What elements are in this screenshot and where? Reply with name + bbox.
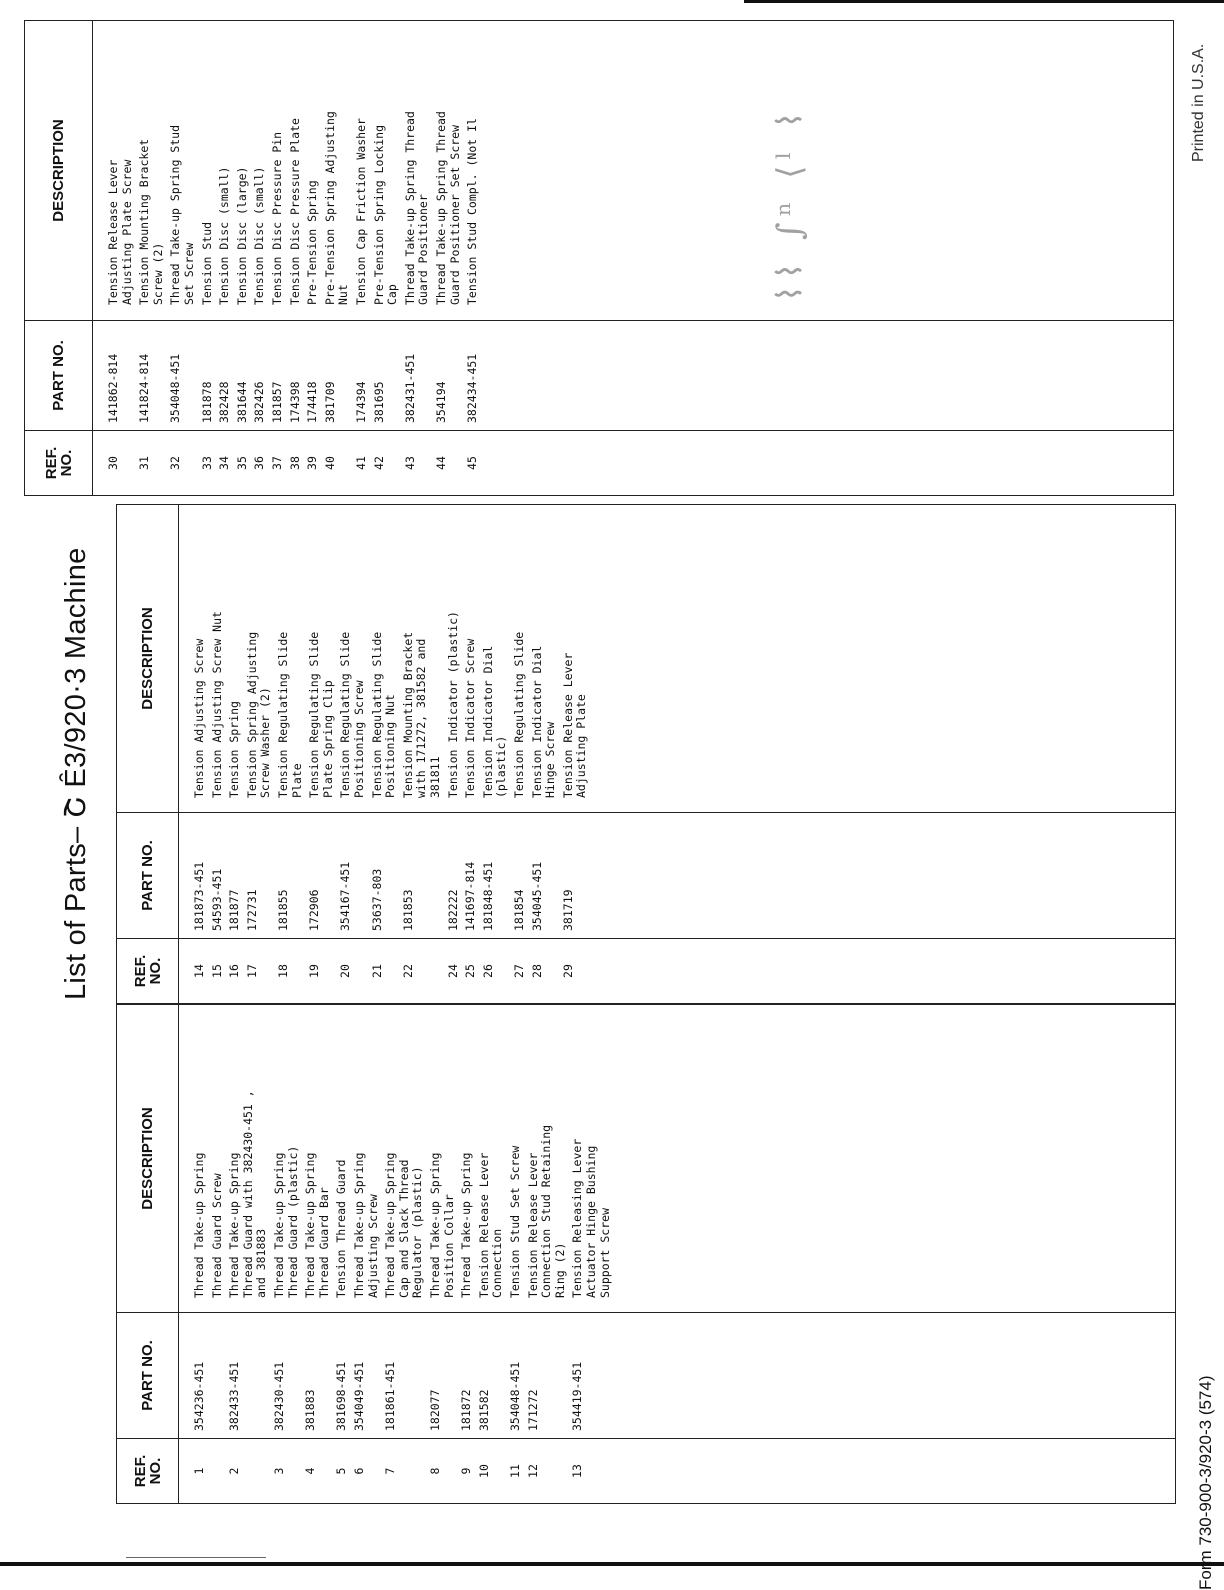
ref-no-cell: 25: [463, 964, 478, 978]
description-cell: Thread Take-up Spring Thread: [402, 111, 417, 305]
part-no-cell: 354236-451: [192, 1361, 206, 1431]
ref-no-header: [117, 1438, 179, 1503]
description-cell: Connection Stud Retaining: [539, 1124, 554, 1298]
ref-no-cell: 28: [529, 964, 544, 978]
ref-no-cell: 34: [217, 456, 232, 470]
description-cell: Tension Cap Friction Washer: [354, 118, 368, 305]
description-cell: Positioning Screw: [351, 680, 366, 798]
ref-no-cell: 20: [338, 964, 353, 978]
description-cell: Adjusting Plate Screw: [119, 159, 134, 305]
description-cell: Tension Indicator Screw: [463, 638, 478, 798]
part-no-cell: 354194: [434, 381, 448, 423]
part-no-cell: 381582: [476, 1389, 491, 1431]
part-no-cell: 382426: [252, 381, 267, 423]
part-no-cell: 181854: [512, 889, 526, 931]
description-cell: Tension Spring: [227, 701, 242, 798]
part-no-cell: 181872: [459, 1389, 474, 1431]
ref-no-cell: 16: [227, 964, 242, 978]
description-cell: Cap and Slack Thread: [396, 1159, 411, 1298]
description-cell: Thread Take-up Spring: [352, 1152, 366, 1298]
ref-no-cell: 8: [428, 1467, 442, 1475]
description-cell: Regulator (plastic): [410, 1166, 425, 1298]
description-cell: (plastic): [494, 735, 509, 798]
description-cell: Tension Disc Pressure Plate: [287, 118, 302, 305]
description-cell: Positioning Nut: [383, 694, 398, 798]
part-no-cell: 381698-451: [334, 1361, 349, 1431]
ref-no-cell: 2: [227, 1467, 242, 1475]
header-label: DESCRIPTION: [50, 119, 67, 222]
ref-no-cell: 4: [303, 1467, 318, 1475]
part-no-cell: 181848-451: [480, 861, 495, 931]
part-no-cell: 141824-814: [137, 353, 152, 423]
part-no-cell: 382431-451: [402, 353, 417, 423]
ref-no-cell: 21: [369, 964, 384, 978]
ref-no-cell: 35: [234, 456, 249, 470]
header-label: PART NO.: [139, 1340, 156, 1411]
header-label: DESCRIPTION: [139, 1107, 156, 1210]
description-cell: Cap: [385, 284, 400, 305]
description-cell: Tension Release Lever: [106, 159, 120, 305]
ref-no-cell: 26: [480, 964, 495, 978]
description-cell: Thread Take-up Spring: [192, 1152, 206, 1298]
description-cell: Support Screw: [597, 1207, 612, 1298]
description-cell: Thread Guard (plastic): [285, 1145, 300, 1298]
part-no-cell: 354167-451: [338, 861, 353, 931]
part-no-cell: 181877: [227, 889, 242, 931]
ref-no-cell: 44: [434, 456, 448, 470]
description-cell: Guard Positioner Set Screw: [447, 124, 462, 305]
part-no-header: [117, 812, 179, 938]
description-cell: Pre-Tension Spring Locking: [371, 124, 386, 305]
part-no-cell: 354048-451: [508, 1361, 522, 1431]
description-cell: Tension Release Lever: [525, 1152, 540, 1298]
part-no-header: [25, 320, 93, 430]
part-no-cell: 182077: [428, 1389, 442, 1431]
part-no-cell: 354045-451: [529, 861, 544, 931]
ref-no-cell: 18: [276, 964, 290, 978]
ref-no-cell: 6: [352, 1467, 366, 1475]
ref-no-cell: 32: [168, 456, 183, 470]
ref-no-header: [117, 938, 179, 1003]
ref-no-cell: 31: [137, 456, 152, 470]
description-cell: Actuator Hinge Bushing: [583, 1145, 598, 1298]
description-cell: Ring (2): [552, 1242, 567, 1298]
description-header: [117, 505, 179, 812]
part-no-cell: 181853: [400, 889, 415, 931]
description-header: [25, 21, 93, 320]
ref-no-cell: 24: [445, 964, 460, 978]
description-cell: Tension Spring Adjusting: [244, 631, 259, 798]
part-no-cell: 181878: [199, 381, 214, 423]
ref-no-cell: 42: [371, 456, 386, 470]
ref-no-cell: 38: [287, 456, 302, 470]
part-no-cell: 181855: [276, 889, 290, 931]
part-no-cell: 381644: [234, 381, 249, 423]
ref-no-cell: 9: [459, 1467, 474, 1475]
description-cell: Tension Releasing Lever: [570, 1138, 585, 1298]
part-no-cell: 382428: [217, 381, 232, 423]
part-no-cell: 381709: [322, 381, 337, 423]
parts-table-2: [116, 504, 1176, 1004]
description-cell: Thread Guard Bar: [316, 1187, 331, 1298]
description-cell: Adjusting Plate: [574, 694, 589, 798]
description-cell: Tension Disc (large): [234, 166, 249, 305]
ref-no-cell: 27: [512, 964, 526, 978]
description-cell: Tension Stud Set Screw: [508, 1145, 522, 1298]
ref-no-cell: 12: [525, 1464, 540, 1478]
parts-table-3: [24, 20, 1174, 496]
description-cell: Tension Disc Pressure Pin: [270, 131, 284, 305]
header-label: REF. NO.: [131, 1454, 164, 1488]
ref-no-cell: 11: [508, 1464, 522, 1478]
description-cell: Tension Stud Compl. (Not Il: [465, 118, 480, 305]
description-cell: Tension Indicator (plastic): [445, 611, 460, 798]
printed-in-usa: Printed in U.S.A.: [1190, 43, 1207, 162]
description-cell: Thread Take-up Spring: [303, 1152, 318, 1298]
form-number: Form 730-900-3/920-3 (574): [1196, 1375, 1215, 1590]
description-cell: Screw (2): [150, 242, 165, 305]
part-no-cell: 354419-451: [570, 1361, 585, 1431]
part-no-cell: 381719: [560, 889, 575, 931]
part-no-cell: 172731: [244, 889, 259, 931]
description-cell: Tension Stud: [199, 221, 214, 305]
description-cell: Tension Regulating Slide: [338, 631, 353, 798]
part-no-cell: 181861-451: [383, 1361, 398, 1431]
handwritten-note: ⌇⌇ ∫ⁿ ⟨ˡ ⌇: [770, 105, 810, 302]
description-cell: Thread Take-up Spring: [459, 1152, 474, 1298]
description-header: [117, 1005, 179, 1312]
description-cell: Adjusting Screw: [365, 1194, 380, 1298]
description-cell: Thread Take-up Spring: [272, 1152, 286, 1298]
page-title: List of Parts– Շ Ȇ3/920·3 Machine: [60, 547, 92, 1000]
ref-column: [179, 1438, 1175, 1503]
description-cell: Tension Release Lever: [560, 652, 575, 798]
description-cell: Thread Take-up Spring: [227, 1152, 242, 1298]
part-no-cell: 354048-451: [168, 353, 183, 423]
part-no-cell: 382430-451: [272, 1361, 286, 1431]
ref-no-cell: 19: [307, 964, 322, 978]
ref-no-cell: 7: [383, 1467, 398, 1475]
part-no-cell: 354049-451: [352, 1361, 366, 1431]
description-cell: Set Screw: [181, 242, 196, 305]
description-cell: Hinge Screw: [543, 721, 558, 798]
part-no-cell: 174394: [354, 381, 368, 423]
description-cell: Thread Guard with 382430-451 ,: [240, 1090, 255, 1298]
header-label: REF. NO.: [131, 954, 164, 988]
ref-no-cell: 40: [322, 456, 337, 470]
ref-no-cell: 22: [400, 964, 415, 978]
description-cell: Thread Take-up Spring: [383, 1152, 398, 1298]
part-no-cell: 174418: [305, 381, 320, 423]
ref-no-cell: 15: [209, 964, 224, 978]
ref-no-cell: 33: [199, 456, 214, 470]
ref-no-cell: 29: [560, 964, 575, 978]
ref-no-cell: 37: [270, 456, 284, 470]
part-no-cell: 141862-814: [106, 353, 120, 423]
ref-no-cell: 1: [192, 1467, 206, 1475]
ref-no-cell: 36: [252, 456, 267, 470]
part-no-cell: 182222: [445, 889, 460, 931]
description-cell: Plate: [289, 763, 304, 798]
header-label: REF. NO.: [42, 446, 75, 480]
description-cell: Plate Spring Clip: [320, 680, 335, 798]
description-cell: Connection: [490, 1228, 505, 1298]
description-cell: Screw Washer (2): [258, 687, 273, 798]
description-cell: Pre-Tension Spring: [305, 180, 320, 305]
description-cell: Pre-Tension Spring Adjusting: [322, 111, 337, 305]
ref-no-cell: 10: [476, 1464, 491, 1478]
ref-no-cell: 13: [570, 1464, 585, 1478]
description-cell: Tension Adjusting Screw: [192, 638, 206, 798]
part-column: [179, 1312, 1175, 1438]
description-cell: Tension Regulating Slide: [512, 631, 526, 798]
ref-no-cell: 41: [354, 456, 368, 470]
part-no-cell: 174398: [287, 381, 302, 423]
ref-no-cell: 5: [334, 1467, 349, 1475]
header-label: PART NO.: [50, 340, 67, 411]
part-no-cell: 54593-451: [209, 868, 224, 931]
description-cell: Tension Regulating Slide: [369, 631, 384, 798]
header-label: DESCRIPTION: [139, 607, 156, 710]
description-cell: Tension Disc (small): [252, 166, 267, 305]
description-cell: Tension Thread Guard: [334, 1159, 349, 1298]
part-no-cell: 382433-451: [227, 1361, 242, 1431]
description-cell: 381811: [427, 756, 442, 798]
description-cell: Position Collar: [441, 1194, 456, 1298]
part-no-cell: 382434-451: [465, 353, 480, 423]
description-cell: Tension Mounting Bracket: [137, 138, 152, 305]
part-no-cell: 53637-803: [369, 868, 384, 931]
description-cell: and 381883: [254, 1228, 269, 1298]
description-cell: Nut: [336, 284, 351, 305]
ref-no-cell: 17: [244, 964, 259, 978]
description-cell: Tension Adjusting Screw Nut: [209, 611, 224, 798]
ref-no-cell: 30: [106, 456, 120, 470]
description-cell: Thread Take-up Spring: [428, 1152, 442, 1298]
part-no-cell: 171272: [525, 1389, 540, 1431]
description-cell: Tension Release Lever: [476, 1152, 491, 1298]
part-no-cell: 172906: [307, 889, 322, 931]
description-cell: Guard Positioner: [416, 194, 431, 305]
parts-table-1: [116, 1004, 1176, 1504]
ref-no-header: [25, 430, 93, 495]
ref-no-cell: 39: [305, 456, 320, 470]
description-cell: Thread Take-up Spring Stud: [168, 124, 183, 305]
ref-column: [179, 938, 1175, 1003]
ref-no-cell: 45: [465, 456, 480, 470]
part-no-cell: 181857: [270, 381, 284, 423]
part-column: [179, 812, 1175, 938]
description-cell: Tension Disc (small): [217, 166, 232, 305]
description-cell: Tension Mounting Bracket: [400, 631, 415, 798]
part-no-cell: 181873-451: [192, 861, 206, 931]
description-cell: Tension Indicator Dial: [480, 645, 495, 798]
description-cell: Tension Regulating Slide: [276, 631, 290, 798]
part-no-cell: 381695: [371, 381, 386, 423]
ref-no-cell: 43: [402, 456, 417, 470]
description-cell: Thread Guard Screw: [209, 1173, 224, 1298]
part-no-header: [117, 1312, 179, 1438]
part-no-cell: 141697-814: [463, 861, 478, 931]
description-cell: Tension Indicator Dial: [529, 645, 544, 798]
description-cell: Thread Take-up Spring Thread: [434, 111, 448, 305]
description-cell: Tension Regulating Slide: [307, 631, 322, 798]
ref-no-cell: 14: [192, 964, 206, 978]
description-cell: with 171272, 381582 and: [414, 638, 429, 798]
header-label: PART NO.: [139, 840, 156, 911]
ref-no-cell: 3: [272, 1467, 286, 1475]
part-no-cell: 381883: [303, 1389, 318, 1431]
